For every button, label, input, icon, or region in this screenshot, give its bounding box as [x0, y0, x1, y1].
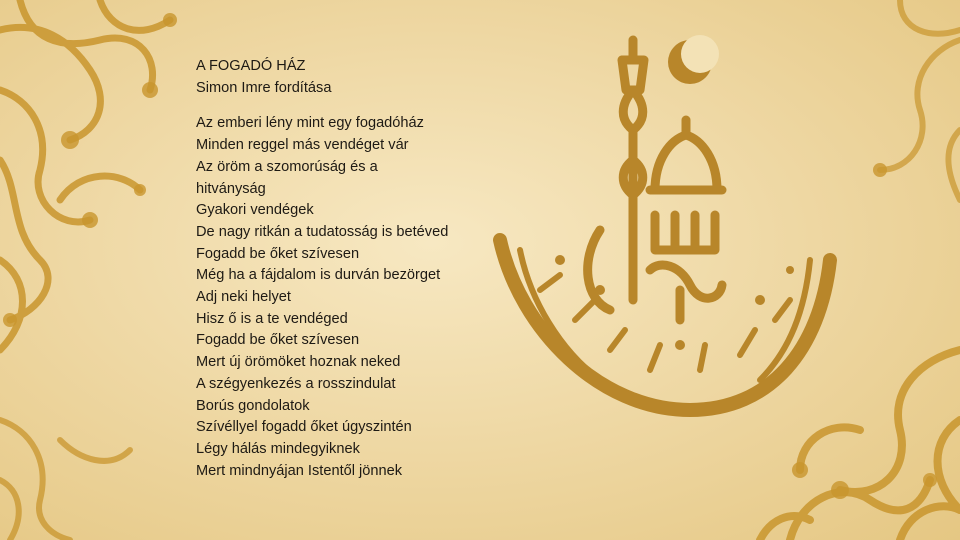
- poem-line: Gyakori vendégek: [196, 202, 314, 219]
- poem-line: Borús gondolatok: [196, 397, 310, 414]
- poem-line: Hisz ő is a te vendéged: [196, 310, 348, 327]
- poem-line: Az emberi lény mint egy fogadóház: [196, 115, 424, 132]
- poem-text-block: [196, 56, 496, 482]
- poem-line: De nagy ritkán a tudatosság is betéved: [196, 223, 449, 240]
- poem-title: A FOGADÓ HÁZ: [196, 58, 306, 74]
- poem-line: Légy hálás mindegyiknek: [196, 440, 360, 457]
- poem-line: Mert mindnyájan Istentől jönnek: [196, 462, 403, 479]
- poem-line: Mert új örömöket hoznak neked: [196, 354, 401, 371]
- poem-line: Szívéllyel fogadd őket úgyszintén: [196, 419, 412, 436]
- mosque-dome-calligraphy-icon: [500, 40, 830, 410]
- poem-line: Fogadd be őket szívesen: [196, 332, 360, 349]
- poem-subtitle: Simon Imre fordítása: [196, 79, 332, 96]
- poem-line: Még ha a fájdalom is durván bezörget: [196, 267, 441, 284]
- poem-line: Adj neki helyet: [196, 289, 291, 306]
- poem-line: Minden reggel más vendéget vár: [196, 137, 409, 154]
- poem-line: hitványság: [196, 180, 266, 197]
- poem-line: Az öröm a szomorúság és a: [196, 158, 378, 175]
- crescent-moon-icon: [668, 35, 719, 84]
- corner-floral-ornament-icon: [0, 0, 170, 350]
- poem-line: A szégyenkezés a rosszindulat: [196, 375, 396, 392]
- poem-line: Fogadd be őket szívesen: [196, 245, 360, 262]
